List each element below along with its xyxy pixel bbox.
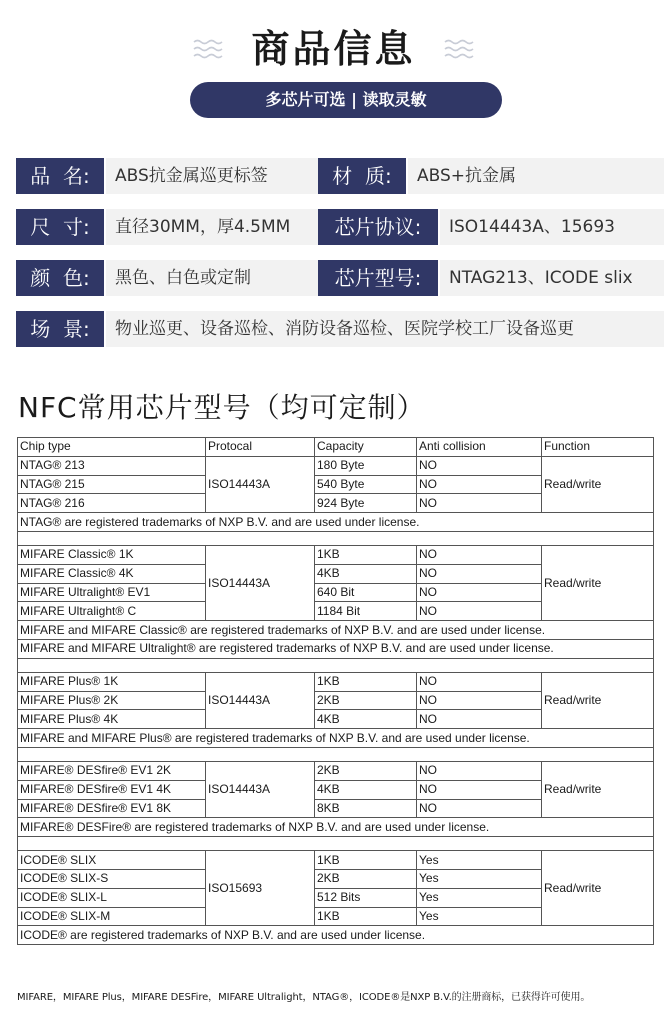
spec-value: 黑色、白色或定制 bbox=[106, 260, 328, 296]
capacity-cell: 4KB bbox=[315, 564, 417, 583]
trademark-note-row bbox=[18, 818, 654, 837]
protocol-cell: ISO14443A bbox=[206, 672, 315, 728]
spec-value: NTAG213、ICODE slix bbox=[440, 260, 664, 296]
section-title: NFC常用芯片型号（均可定制） bbox=[18, 391, 426, 424]
column-header: Chip type bbox=[18, 438, 206, 457]
anti-collision-cell: NO bbox=[417, 672, 542, 691]
chip-type-cell: ICODE® SLIX-L bbox=[18, 888, 206, 907]
spec-label: 材 质: bbox=[318, 158, 406, 194]
trademark-note: ICODE® are registered trademarks of NXP B.V. and are used under license. bbox=[18, 926, 654, 945]
trademark-note-row bbox=[18, 729, 654, 748]
chip-type-cell: NTAG® 215 bbox=[18, 475, 206, 494]
chip-type-cell: MIFARE Plus® 2K bbox=[18, 691, 206, 710]
function-cell: Read/write bbox=[542, 545, 654, 620]
capacity-cell: 2KB bbox=[315, 691, 417, 710]
trademark-note: MIFARE and MIFARE Ultralight® are registered trademarks of NXP B.V. and are used under license. bbox=[18, 639, 654, 658]
spec-value: ABS抗金属巡更标签 bbox=[106, 158, 328, 194]
table-row bbox=[18, 545, 654, 564]
chip-type-cell: NTAG® 216 bbox=[18, 494, 206, 513]
footer-note: MIFARE，MIFARE Plus，MIFARE DESFire，MIFARE Ultralight，NTAG®，ICODE®是NXP B.V.的注册商标，已获得许可使用。 bbox=[17, 992, 591, 1003]
chip-type-cell: NTAG® 213 bbox=[18, 456, 206, 475]
trademark-note: MIFARE and MIFARE Classic® are registered trademarks of NXP B.V. and are used under license. bbox=[18, 621, 654, 640]
chip-type-cell: ICODE® SLIX bbox=[18, 851, 206, 870]
protocol-cell: ISO14443A bbox=[206, 761, 315, 817]
spacer-row bbox=[18, 837, 654, 851]
function-cell: Read/write bbox=[542, 456, 654, 512]
anti-collision-cell: Yes bbox=[417, 907, 542, 926]
column-header: Function bbox=[542, 438, 654, 457]
spacer-cell bbox=[18, 658, 654, 672]
capacity-cell: 1KB bbox=[315, 672, 417, 691]
anti-collision-cell: NO bbox=[417, 456, 542, 475]
capacity-cell: 4KB bbox=[315, 780, 417, 799]
trademark-note-row bbox=[18, 513, 654, 532]
chip-type-cell: ICODE® SLIX-M bbox=[18, 907, 206, 926]
chip-type-cell: MIFARE Classic® 4K bbox=[18, 564, 206, 583]
protocol-cell: ISO15693 bbox=[206, 851, 315, 926]
capacity-cell: 540 Byte bbox=[315, 475, 417, 494]
column-header: Protocal bbox=[206, 438, 315, 457]
spacer-cell bbox=[18, 531, 654, 545]
table-row bbox=[18, 761, 654, 780]
capacity-cell: 4KB bbox=[315, 710, 417, 729]
trademark-note-row bbox=[18, 639, 654, 658]
anti-collision-cell: NO bbox=[417, 475, 542, 494]
function-cell: Read/write bbox=[542, 851, 654, 926]
spec-value: ISO14443A、15693 bbox=[440, 209, 664, 245]
capacity-cell: 1KB bbox=[315, 907, 417, 926]
trademark-note: MIFARE® DESFire® are registered trademarks of NXP B.V. and are used under license. bbox=[18, 818, 654, 837]
trademark-note-row bbox=[18, 621, 654, 640]
column-header: Anti collision bbox=[417, 438, 542, 457]
spacer-row bbox=[18, 658, 654, 672]
capacity-cell: 1184 Bit bbox=[315, 602, 417, 621]
header bbox=[0, 24, 667, 74]
anti-collision-cell: NO bbox=[417, 583, 542, 602]
table-row bbox=[18, 456, 654, 475]
chip-type-cell: MIFARE® DESfire® EV1 2K bbox=[18, 761, 206, 780]
spec-value: 物业巡更、设备巡检、消防设备巡检、医院学校工厂设备巡更 bbox=[106, 311, 664, 347]
chip-table bbox=[17, 437, 654, 945]
spacer-row bbox=[18, 747, 654, 761]
spec-value: ABS+抗金属 bbox=[408, 158, 664, 194]
chip-type-cell: MIFARE® DESfire® EV1 4K bbox=[18, 780, 206, 799]
spacer-cell bbox=[18, 837, 654, 851]
anti-collision-cell: NO bbox=[417, 494, 542, 513]
capacity-cell: 2KB bbox=[315, 761, 417, 780]
wave-decoration-icon bbox=[444, 38, 474, 60]
spec-value: 直径30MM，厚4.5MM bbox=[106, 209, 328, 245]
chip-type-cell: MIFARE Plus® 1K bbox=[18, 672, 206, 691]
chip-type-cell: MIFARE Plus® 4K bbox=[18, 710, 206, 729]
table-row bbox=[18, 672, 654, 691]
anti-collision-cell: NO bbox=[417, 761, 542, 780]
spacer-row bbox=[18, 531, 654, 545]
page-title: 商品信息 bbox=[251, 27, 416, 71]
table-header-row bbox=[18, 438, 654, 457]
subtitle-badge: 多芯片可选 | 读取灵敏 bbox=[190, 82, 502, 118]
anti-collision-cell: Yes bbox=[417, 851, 542, 870]
anti-collision-cell: NO bbox=[417, 799, 542, 818]
spec-label: 品 名: bbox=[16, 158, 104, 194]
spec-label: 芯片协议: bbox=[318, 209, 438, 245]
capacity-cell: 512 Bits bbox=[315, 888, 417, 907]
anti-collision-cell: NO bbox=[417, 564, 542, 583]
anti-collision-cell: NO bbox=[417, 691, 542, 710]
spec-label: 尺 寸: bbox=[16, 209, 104, 245]
table-row bbox=[18, 851, 654, 870]
capacity-cell: 640 Bit bbox=[315, 583, 417, 602]
trademark-note-row bbox=[18, 926, 654, 945]
capacity-cell: 924 Byte bbox=[315, 494, 417, 513]
capacity-cell: 1KB bbox=[315, 545, 417, 564]
anti-collision-cell: NO bbox=[417, 602, 542, 621]
protocol-cell: ISO14443A bbox=[206, 456, 315, 512]
chip-type-cell: MIFARE Classic® 1K bbox=[18, 545, 206, 564]
function-cell: Read/write bbox=[542, 672, 654, 728]
column-header: Capacity bbox=[315, 438, 417, 457]
capacity-cell: 2KB bbox=[315, 869, 417, 888]
spec-label: 颜 色: bbox=[16, 260, 104, 296]
chip-type-cell: ICODE® SLIX-S bbox=[18, 869, 206, 888]
spec-label: 芯片型号: bbox=[318, 260, 438, 296]
chip-type-cell: MIFARE® DESfire® EV1 8K bbox=[18, 799, 206, 818]
capacity-cell: 180 Byte bbox=[315, 456, 417, 475]
capacity-cell: 1KB bbox=[315, 851, 417, 870]
function-cell: Read/write bbox=[542, 761, 654, 817]
trademark-note: NTAG® are registered trademarks of NXP B.V. and are used under license. bbox=[18, 513, 654, 532]
spec-label: 场 景: bbox=[16, 311, 104, 347]
trademark-note: MIFARE and MIFARE Plus® are registered trademarks of NXP B.V. and are used under license. bbox=[18, 729, 654, 748]
chip-type-cell: MIFARE Ultralight® C bbox=[18, 602, 206, 621]
anti-collision-cell: NO bbox=[417, 780, 542, 799]
anti-collision-cell: Yes bbox=[417, 869, 542, 888]
chip-type-cell: MIFARE Ultralight® EV1 bbox=[18, 583, 206, 602]
spacer-cell bbox=[18, 747, 654, 761]
capacity-cell: 8KB bbox=[315, 799, 417, 818]
anti-collision-cell: Yes bbox=[417, 888, 542, 907]
anti-collision-cell: NO bbox=[417, 710, 542, 729]
protocol-cell: ISO14443A bbox=[206, 545, 315, 620]
anti-collision-cell: NO bbox=[417, 545, 542, 564]
